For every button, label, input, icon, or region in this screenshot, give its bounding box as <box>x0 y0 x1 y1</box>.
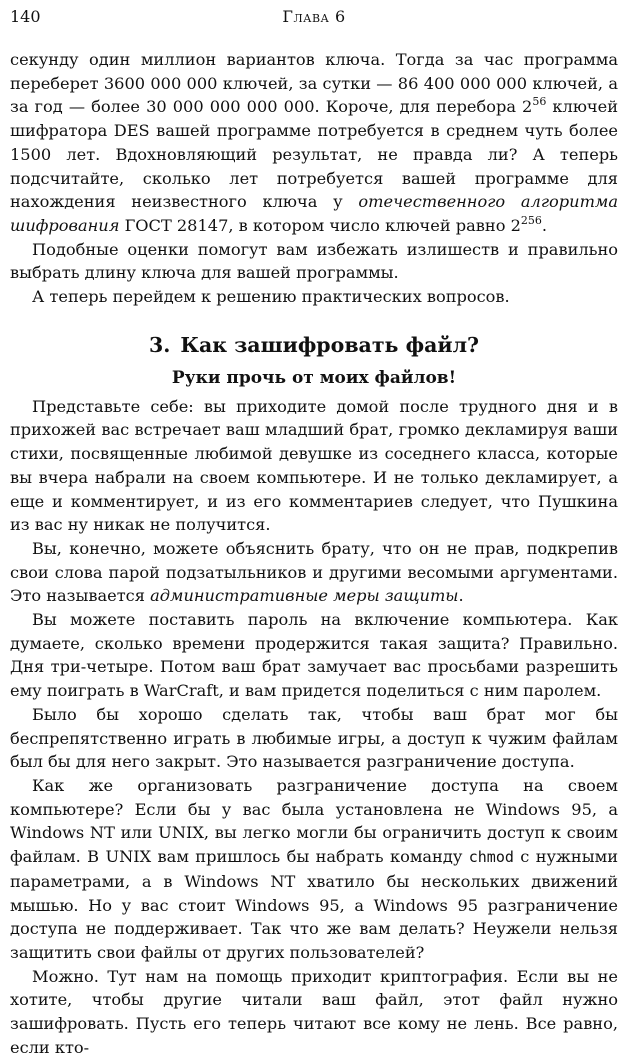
text-run: . <box>541 215 548 235</box>
exponent: 56 <box>532 95 547 109</box>
paragraph: А теперь перейдем к решению практических вопросов. <box>32 287 510 307</box>
text-run: секунду один миллион вариантов ключа. Тогда за час программа переберет 3600 000 000 ключей, за сутки — 86 400 000 000 ключей, а за год — более 30 000 000 000 000. Короче, для перебора 2 <box>10 50 618 117</box>
paragraph: Можно. Тут нам на помощь приходит криптография. Если вы не хотите, чтобы другие читали ваш файл, этот файл нужно зашифровать. Пусть его теперь читают все кому не лень. Все равно, если кто- <box>10 966 618 1057</box>
page-number: 140 <box>10 7 41 26</box>
text-run: ключей шифратора DES вашей программе потребуется в среднем чуть более 1500 лет. Вдохновляющий результат, не правда ли? А теперь подсчитайте, сколько лет потребуется вашей программе для нахождения неизвестного ключа у <box>10 97 618 212</box>
subsection-heading: Руки прочь от моих файлов! <box>171 367 457 388</box>
text-run: ГОСТ 28147, в котором число ключей равно 2 <box>119 215 521 235</box>
emphasis: отечественного алгоритма шифрования <box>10 192 618 235</box>
text-run: с нужными параметрами, а в Windows NT хватило бы нескольких движений мышью. Но у вас стоит Windows 95, а Windows 95 разграничение доступа не поддерживает. Так что же вам делать? Неужели нельзя защитить свои файлы от других пользователей? <box>10 847 618 962</box>
body-text <box>10 48 618 1059</box>
exponent: 256 <box>520 213 542 227</box>
section-number: 3. <box>148 332 171 357</box>
paragraph: Вы можете поставить пароль на включение компьютера. Как думаете, сколько времени продержится такая защита? Правильно. Дня три-четыре. Потом ваш брат замучает вас просьбами разрешить ему поиграть в WarCraft, и вам придется поделиться с ним паролем. <box>10 610 618 701</box>
emphasis: административные меры защиты <box>150 586 459 606</box>
text-run: . <box>458 586 464 606</box>
paragraph-continued <box>10 48 618 238</box>
section-title: Как зашифровать файл? <box>180 332 480 357</box>
running-head <box>10 0 618 30</box>
command-code: chmod <box>468 848 514 867</box>
paragraph <box>10 774 618 965</box>
text-run: Вы, конечно, можете объяснить брату, что он не прав, подкрепив свои слова парой подзатыльников и другими весомыми аргументами. Это называется <box>10 538 618 606</box>
paragraph <box>10 537 618 608</box>
paragraph: Было бы хорошо сделать так, чтобы ваш брат мог бы беспрепятственно играть в любимые игры, а доступ к чужим файлам был бы для него закрыт. Это называется разграничение доступа. <box>10 704 618 772</box>
paragraph: Подобные оценки помогут вам избежать излишеств и правильно выбрать длину ключа для вашей программы. <box>10 239 618 283</box>
paragraph: Представьте себе: вы приходите домой после трудного дня и в прихожей вас встречает ваш младший брат, громко декламируя ваши стихи, посвященные любимой девушке из соседнего класса, которые вы вчера набрали на своем компьютере. И не только декламирует, а еще и комментирует, и из его комментариев следует, что Пушкина из вас ну никак не получится. <box>10 396 618 535</box>
chapter-label: Глава 6 <box>282 7 346 26</box>
section-heading <box>10 331 618 359</box>
text-run: Как же организовать разграничение доступа на своем компьютере? Если бы у вас была установлена не Windows 95, а Windows NT или UNIX, вы легко могли бы ограничить доступ к своим файлам. В UNIX вам пришлось бы набрать команду <box>10 775 618 867</box>
